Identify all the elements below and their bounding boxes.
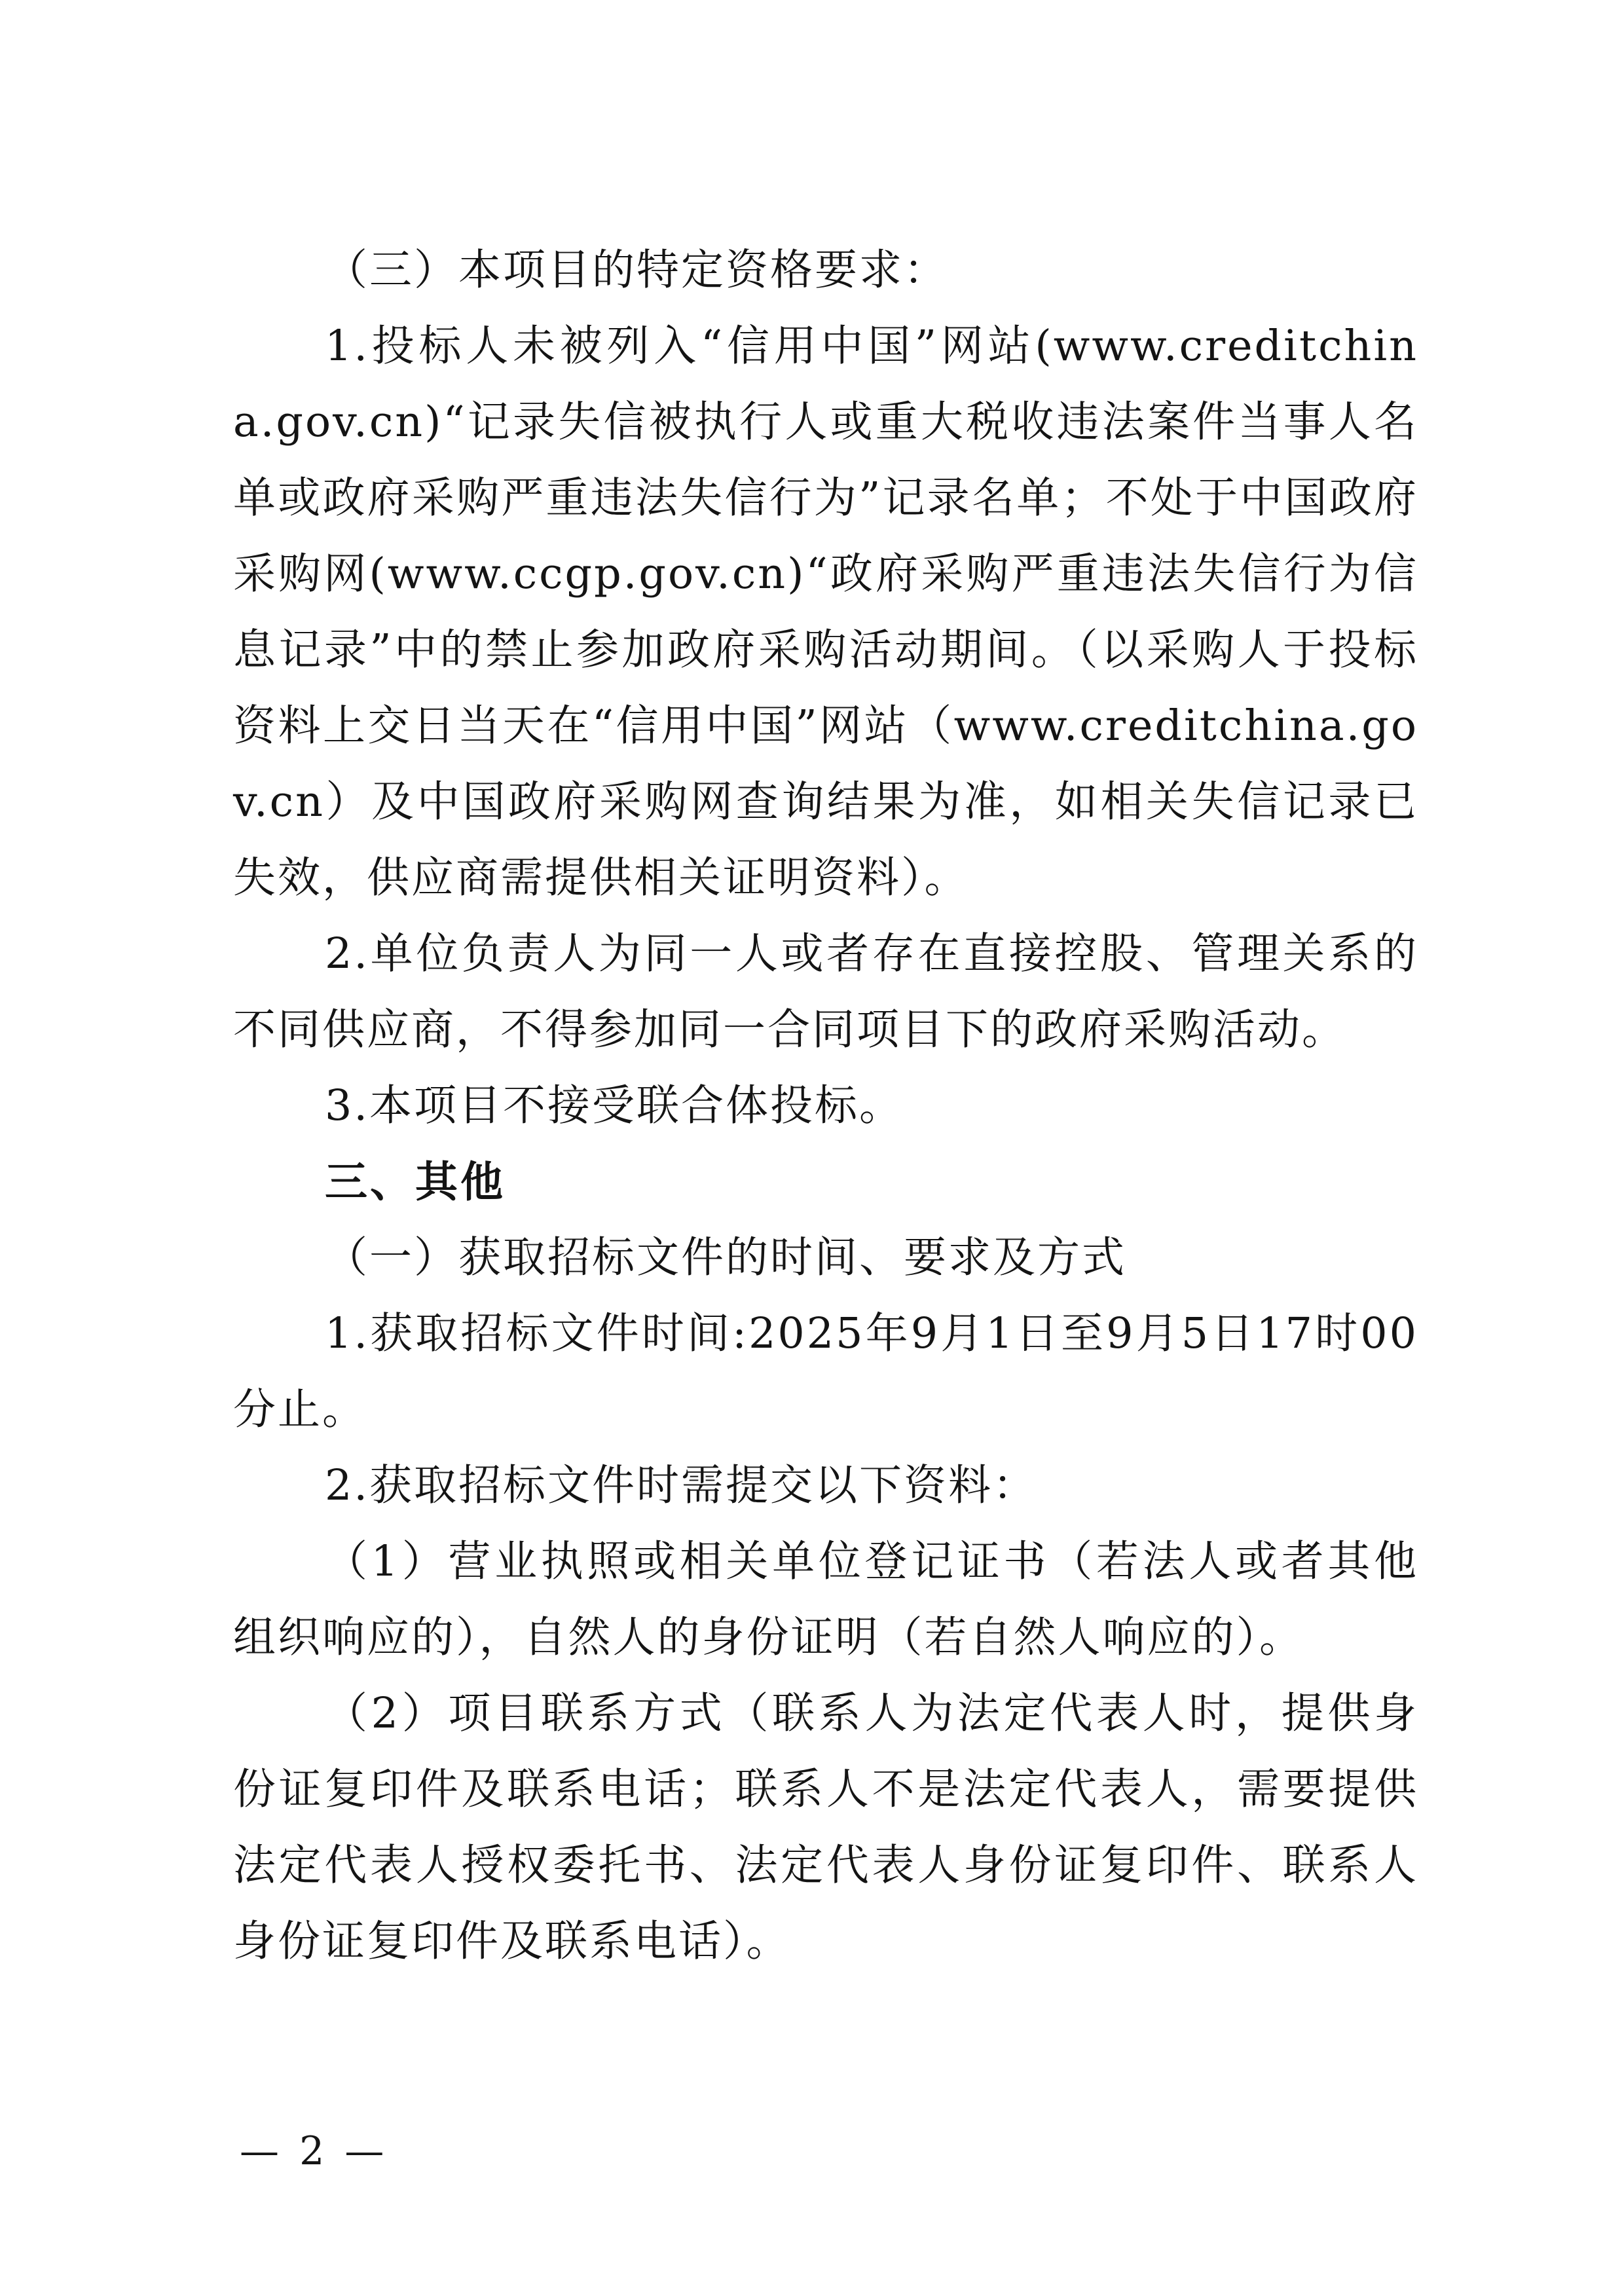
subsection-heading-obtain-documents: （一）获取招标文件的时间、要求及方式 [325,1233,1127,1282]
requirement-item-2-related-suppliers: 2.单位负责人为同一人或者存在直接控股、管理关系的不同供应商，不得参加同一合同项目下的政府采购活动。 [233,929,1418,1054]
required-materials-item: 2.获取招标文件时需提交以下资料： [325,1461,1038,1510]
section-heading-other: 三、其他 [325,1157,506,1207]
page-number: — 2 — [240,2128,388,2174]
requirement-item-1-credit-record: 1.投标人未被列入“信用中国”网站(www.creditchina.gov.cn)“记录失信被执行人或重大税收违法案件当事人名单或政府采购严重违法失信行为”记录名单；不处于中国政府采购网(www.ccgp.gov.cn)“政府采购严重违法失信行为信息记录”中的禁止参加政府采购活动期间。（以采购人于投标资料上交日当天在“信用中国”网站（www.creditchina.gov.cn）及中国政府采购网查询结果为准，如相关失信记录已失效，供应商需提供相关证明资料）。 [233,322,1418,902]
section-heading-specific-qualifications: （三）本项目的特定资格要求： [325,246,949,295]
obtain-time-item: 1.获取招标文件时间:2025年9月1日至9月5日17时00分止。 [233,1309,1418,1434]
document-page [233,232,1418,1980]
requirement-item-3-no-consortium: 3.本项目不接受联合体投标。 [325,1081,904,1130]
material-item-business-license: （1）营业执照或相关单位登记证书（若法人或者其他组织响应的），自然人的身份证明（若自然人响应的）。 [233,1537,1418,1662]
material-item-contact-info: （2）项目联系方式（联系人为法定代表人时，提供身份证复印件及联系电话；联系人不是法定代表人，需要提供法定代表人授权委托书、法定代表人身份证复印件、联系人身份证复印件及联系电话）。 [233,1689,1418,1966]
